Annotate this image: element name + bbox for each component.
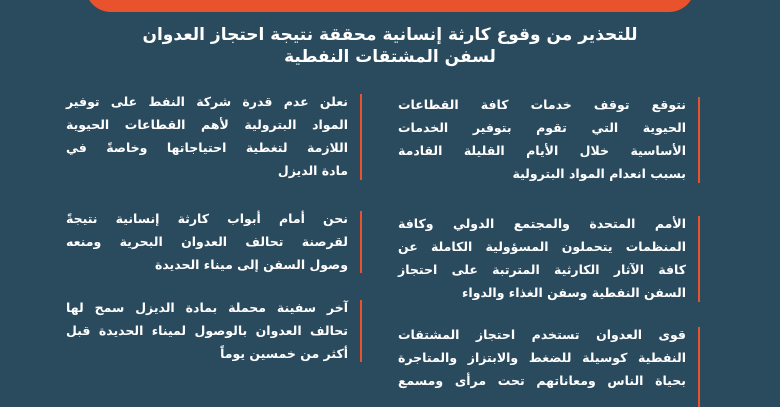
statement-line: آخر سفينة محملة بمادة الديزل سمح لها (66, 300, 348, 315)
headline-line-1: للتحذير من وقوع كارثة إنسانية محققة نتيجة احتجاز العدوان (142, 25, 638, 45)
statement-line: النفطية كوسيلة للضغط والابتزاز والمتاجرة (398, 350, 686, 365)
headline (0, 24, 780, 68)
statement-line: أكثر من خمسين يوماً (220, 346, 348, 361)
statement-item (66, 90, 362, 182)
statement-line: لقرصنة تحالف العدوان البحرية ومنعه (66, 234, 348, 249)
statement-line: وصول السفن إلى ميناء الحديدة (154, 257, 348, 272)
statement-item (66, 207, 362, 276)
statement-line: المواد البترولية لأهم القطاعات الحيوية (66, 117, 348, 132)
statement-line: الحيوية التي تقوم بتوفير الخدمات (398, 120, 686, 135)
statement-line: تحالف العدوان بالوصول لميناء الحديدة قبل (66, 323, 348, 338)
statement-line: نعلن عدم قدرة شركة النفط على توفير (66, 94, 348, 109)
statement-item (66, 296, 362, 365)
statement-line: كافة الآثار الكارثية المترتبة على احتجاز (398, 262, 686, 277)
statement-line: مادة الديزل (277, 163, 348, 178)
statement-line: المنظمات يتحملون المسؤولية الكاملة عن (398, 239, 686, 254)
statement-item (398, 212, 700, 304)
statement-item (398, 323, 700, 392)
statement-line: السفن النفطية وسفن الغذاء والدواء (462, 285, 686, 300)
statement-line: الأساسية خلال الأيام القليلة القادمة (398, 143, 686, 158)
top-banner (85, 0, 695, 12)
statement-item (398, 93, 700, 185)
statement-line: نحن أمام أبواب كارثة إنسانية نتيجةً (66, 211, 348, 226)
headline-line-2: لسفن المشتقات النفطية (284, 47, 496, 67)
statement-line: بسبب انعدام المواد البترولية (512, 166, 686, 181)
statement-line: الأمم المتحدة والمجتمع الدولي وكافة (398, 216, 686, 231)
statement-line: قوى العدوان تستخدم احتجاز المشتقات (398, 327, 686, 342)
statement-line: نتوقع توقف خدمات كافة القطاعات (398, 97, 686, 112)
statement-line: بحياة الناس ومعاناتهم تحت مرأى ومسمع (398, 373, 686, 388)
statement-line: اللازمة لتغطية احتياجاتها وخاصةً في (66, 140, 348, 155)
